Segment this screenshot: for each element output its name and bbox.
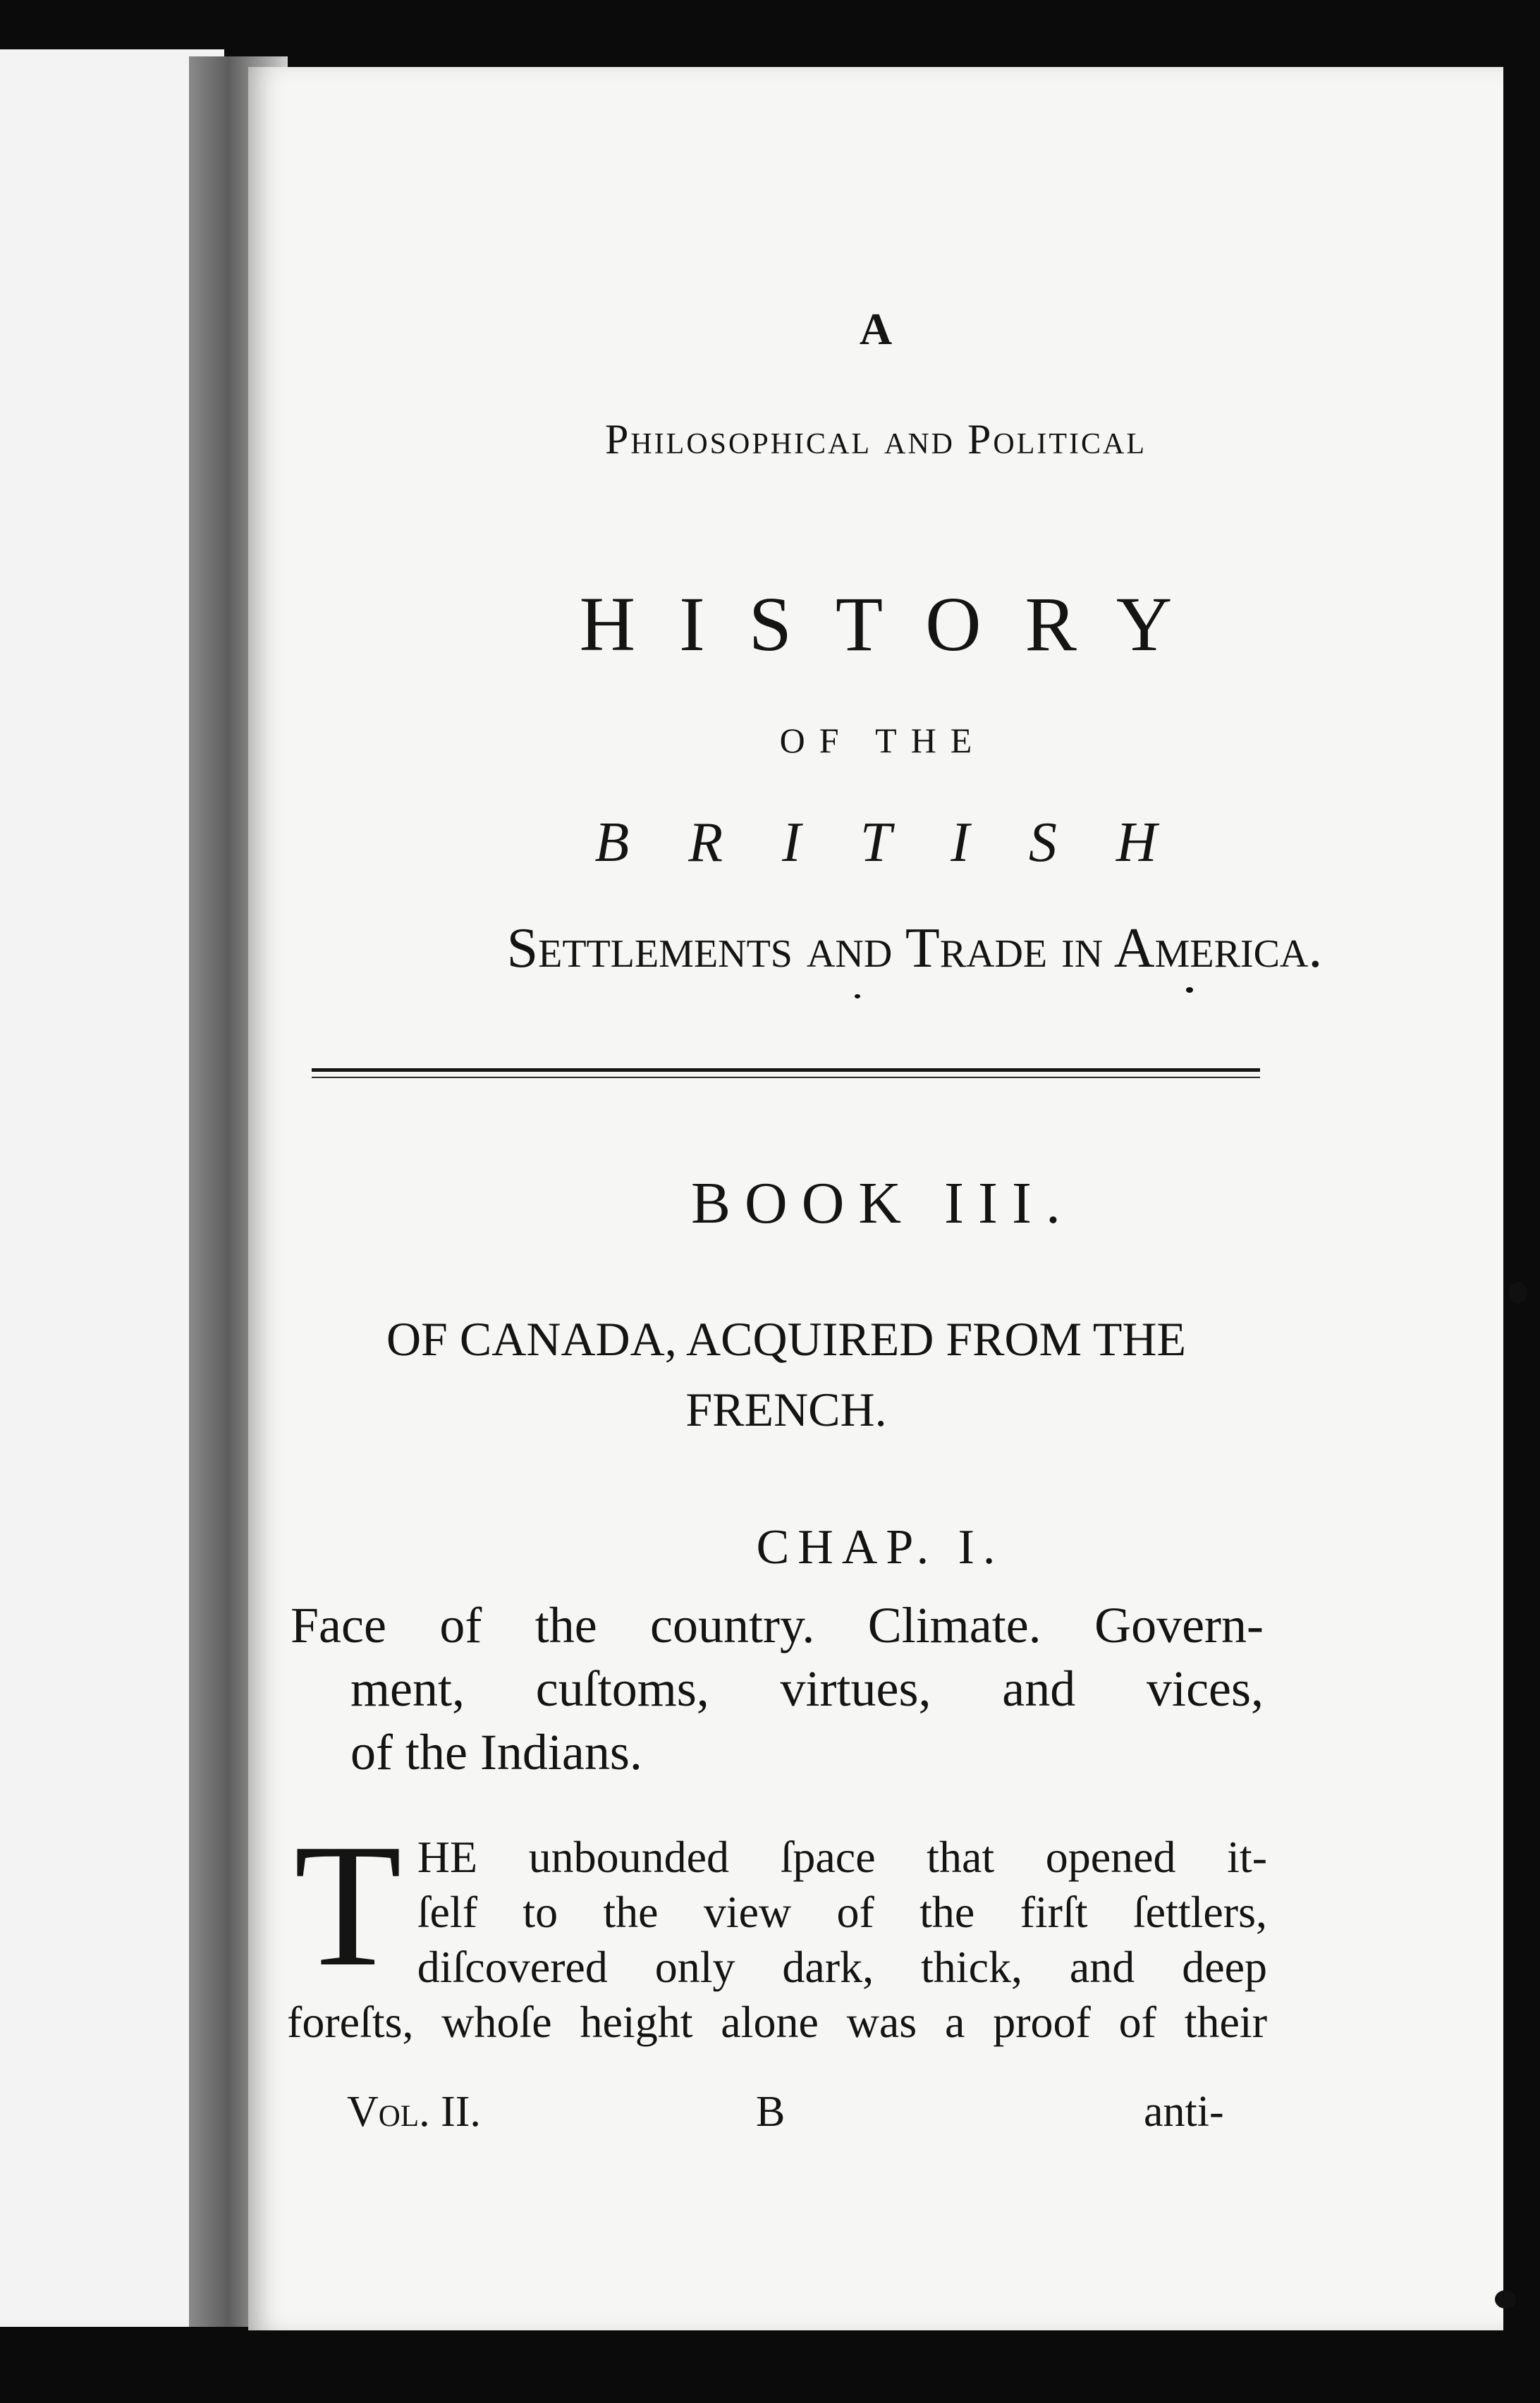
- body-line-3: diſcovered only dark, thick, and deep: [417, 1942, 1267, 1992]
- summary-line-3: of the Indians.: [350, 1724, 642, 1780]
- body-line-2: ſelf to the view of the firſt ſettlers,: [417, 1887, 1267, 1937]
- ink-speck: [855, 994, 860, 998]
- body-line-1: HE unbounded ſpace that opened it-: [417, 1832, 1267, 1882]
- title-british: BRITISH: [594, 812, 1216, 874]
- summary-line-2: ment, cuſtoms, virtues, and vices,: [350, 1661, 1264, 1717]
- ink-speck: [1186, 987, 1193, 993]
- body-paragraph: [287, 1808, 1267, 2050]
- book-subject-line-1: OF CANADA, ACQUIRED FROM THE: [386, 1312, 1187, 1366]
- volume-label: Vol. II.: [347, 2088, 481, 2136]
- chapter-heading: CHAP. I.: [756, 1520, 1004, 1575]
- edge-speck: [1509, 1282, 1527, 1303]
- book-subject-line-2: FRENCH.: [685, 1383, 887, 1436]
- edge-speck: [1495, 2290, 1516, 2309]
- summary-line-1: Face of the country. Climate. Govern-: [291, 1597, 1264, 1653]
- title-page: [248, 67, 1503, 2330]
- title-settlements: Settlements and Trade in America.: [506, 917, 1323, 979]
- drop-cap: T: [294, 1808, 402, 2003]
- catchword: anti-: [1144, 2088, 1224, 2136]
- signature-mark: B: [756, 2088, 786, 2136]
- divider-rule-thin: [312, 1077, 1260, 1078]
- book-heading: BOOK III.: [691, 1170, 1075, 1236]
- page-footer: [248, 2087, 1503, 2144]
- title-of-the: OF THE: [779, 721, 986, 760]
- title-history: HISTORY: [579, 581, 1216, 667]
- divider-rule-thick: [312, 1068, 1260, 1072]
- title-article: A: [859, 304, 893, 354]
- body-line-4: foreſts, whoſe height alone was a proof of their: [287, 1997, 1267, 2047]
- title-philosophical-political: Philosophical and Political: [604, 416, 1147, 463]
- chapter-summary: [291, 1594, 1264, 1784]
